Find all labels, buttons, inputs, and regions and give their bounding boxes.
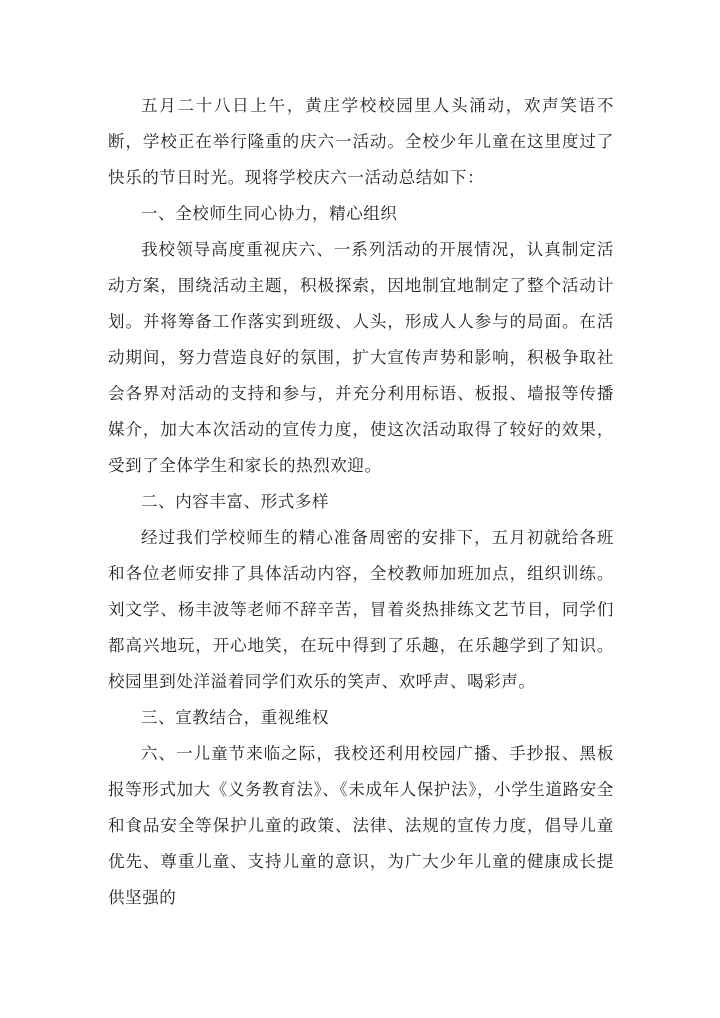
section-heading-2: 二、内容丰富、形式多样 — [141, 492, 330, 511]
section-2-paragraph: 经过我们学校师生的精心准备周密的安排下，五月初就给各班和各位老师安排了具体活动内容，全校教师加班加点，组织训练。刘文学、杨丰波等老师不辞辛苦，冒着炎热排练文艺节目，同学们都高兴地玩，开心地笑，在玩中得到了乐趣，在乐趣学到了知识。校园里到处洋溢着同学们欢乐的笑声、欢呼声、喝彩声。 — [108, 528, 614, 691]
section-heading-1: 一、全校师生同心协力，精心组织 — [141, 204, 398, 223]
section-1-paragraph: 我校领导高度重视庆六、一系列活动的开展情况，认真制定活动方案，围绕活动主题，积极探索，因地制宜地制定了整个活动计划。并将筹备工作落实到班级、人头，形成人人参与的局面。在活动期间，努力营造良好的氛围，扩大宣传声势和影响，积极争取社会各界对活动的支持和参与，并充分利用标语、板报、墙报等传播媒介，加大本次活动的宣传力度，使这次活动取得了较好的效果，受到了全体学生和家长的热烈欢迎。 — [108, 240, 614, 475]
document-body — [108, 88, 614, 916]
intro-paragraph: 五月二十八日上午，黄庄学校校园里人头涌动，欢声笑语不断，学校正在举行隆重的庆六一活动。全校少年儿童在这里度过了快乐的节日时光。现将学校庆六一活动总结如下： — [108, 96, 614, 187]
section-3-paragraph: 六、一儿童节来临之际，我校还利用校园广播、手抄报、黑板报等形式加大《义务教育法》、《未成年人保护法》，小学生道路安全和食品安全等保护儿童的政策、法律、法规的宣传力度，倡导儿童优先、尊重儿童、支持儿童的意识，为广大少年儿童的健康成长提供坚强的 — [108, 744, 614, 907]
section-heading-3: 三、宣教结合，重视维权 — [141, 708, 330, 727]
